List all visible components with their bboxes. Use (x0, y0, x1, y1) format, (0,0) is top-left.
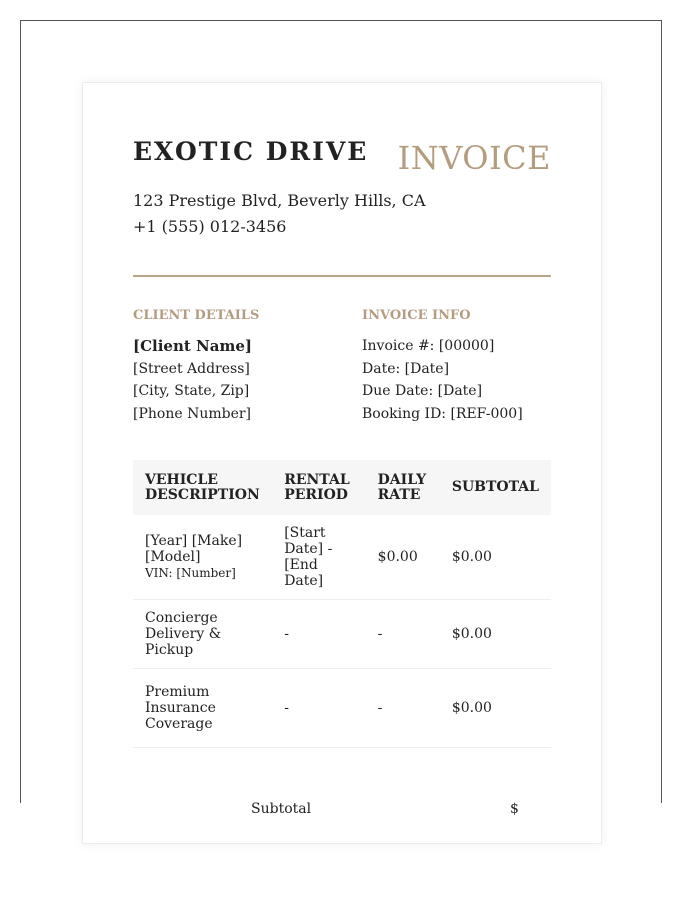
invoice-info-heading: INVOICE INFO (362, 308, 471, 323)
vehicle-vin: VIN: [Number] (145, 566, 236, 580)
client-phone: [Phone Number] (133, 405, 252, 422)
invoice-info (362, 308, 523, 425)
summary-subtotal-label: Subtotal (251, 801, 312, 817)
company-name: EXOTIC DRIVE (133, 137, 369, 166)
table-row (133, 600, 551, 669)
table-row (133, 515, 551, 600)
daily-rate: - (366, 600, 440, 669)
daily-rate: $0.00 (366, 515, 440, 600)
client-street: [Street Address] (133, 360, 250, 377)
line-subtotal: $0.00 (440, 669, 551, 748)
invoice-page (82, 82, 602, 844)
table-header-row (133, 460, 551, 515)
header-divider (133, 275, 551, 277)
column-header-vehicle: VEHICLE DESCRIPTION (145, 471, 260, 503)
booking-id: Booking ID: [REF-000] (362, 405, 523, 422)
line-subtotal: $0.00 (440, 515, 551, 600)
column-header-subtotal: SUBTOTAL (451, 479, 539, 495)
document-frame (20, 20, 662, 817)
line-subtotal: $0.00 (440, 600, 551, 669)
rental-period: - (272, 669, 365, 748)
rental-period: [Start Date] - [End Date] (272, 515, 365, 600)
phone-line: +1 (555) 012-3456 (133, 217, 287, 236)
summary-subtotal-value: $ (510, 801, 519, 817)
table-row (133, 669, 551, 748)
client-details-heading: CLIENT DETAILS (133, 308, 260, 323)
invoice-due-date: Due Date: [Date] (362, 383, 483, 399)
client-city: [City, State, Zip] (133, 383, 250, 399)
address-line: 123 Prestige Blvd, Beverly Hills, CA (133, 191, 426, 210)
rental-period: - (272, 600, 365, 669)
column-header-period: RENTAL PERIOD (284, 471, 350, 503)
daily-rate: - (366, 669, 440, 748)
invoice-title: INVOICE (397, 139, 551, 177)
column-header-rate: DAILY RATE (377, 471, 427, 503)
line-items-table (133, 460, 551, 748)
client-name: [Client Name] (133, 337, 252, 355)
invoice-date: Date: [Date] (362, 360, 450, 377)
invoice-number: Invoice #: [00000] (362, 338, 495, 354)
item-description: Concierge Delivery & Pickup (133, 600, 272, 669)
vehicle-cell (133, 515, 272, 600)
vehicle-description: [Year] [Make] [Model] (145, 533, 243, 565)
client-details (133, 308, 259, 425)
company-address (133, 188, 426, 240)
item-description: Premium Insurance Coverage (133, 669, 272, 748)
